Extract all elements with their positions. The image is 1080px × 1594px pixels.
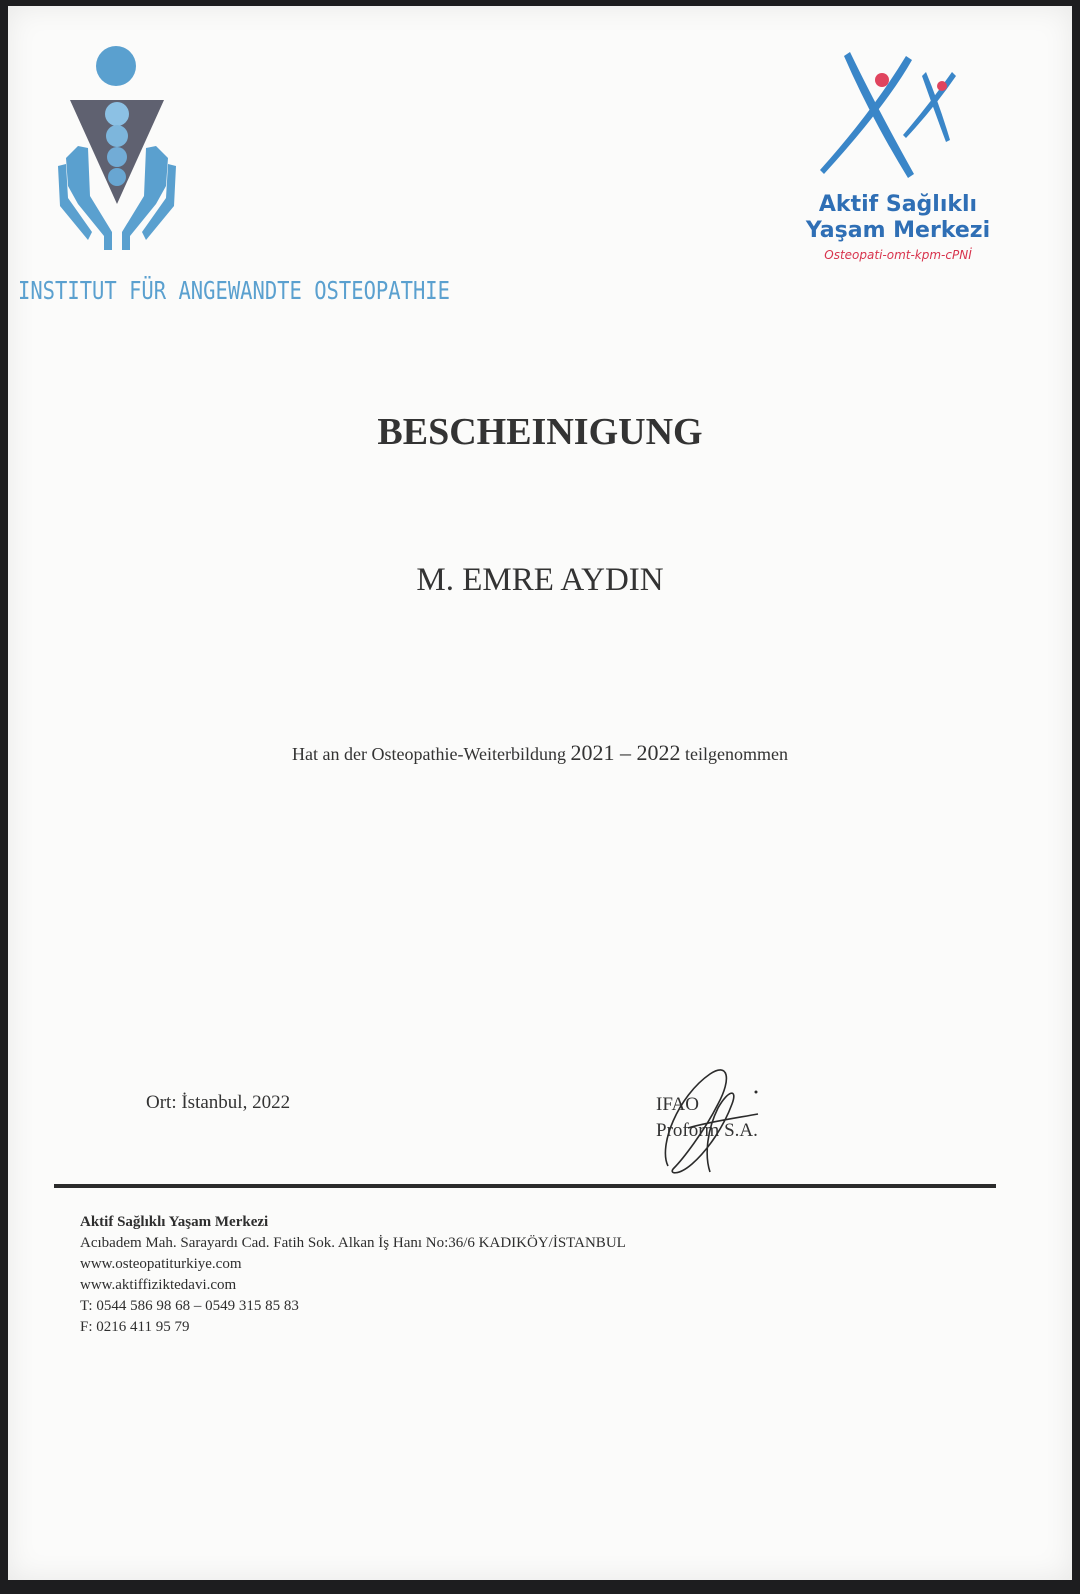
center-logo-subtitle: Osteopati-omt-kpm-cPNİ: [824, 248, 972, 262]
institute-logo-icon: [48, 36, 198, 266]
center-logo-title-line2: Yaşam Merkezi: [805, 218, 991, 243]
footer-website-1: www.osteopatiturkiye.com: [80, 1256, 242, 1272]
recipient-name: M. EMRE AYDIN: [416, 562, 664, 598]
certificate-statement: [8, 740, 1072, 766]
footer-divider: [54, 1184, 996, 1188]
footer-fax: F: 0216 411 95 79: [80, 1319, 190, 1335]
signature-icon: [648, 1056, 768, 1186]
institute-logo-text: INSTITUT FÜR ANGEWANDTE OSTEOPATHIE: [18, 276, 450, 305]
center-logo-title: [778, 192, 1018, 244]
statement-suffix: teilgenommen: [684, 744, 788, 764]
center-logo-icon: [816, 46, 976, 196]
footer-organization: Aktif Sağlıklı Yaşam Merkezi: [80, 1214, 269, 1230]
statement-prefix: Hat an der Osteopathie-Weiterbildung: [292, 744, 566, 764]
footer-contact: [80, 1212, 626, 1338]
issuer-line2: Proform S.A.: [656, 1120, 758, 1141]
certificate-page: [8, 6, 1072, 1580]
place-date: Ort: İstanbul, 2022: [146, 1092, 291, 1113]
center-logo-title-line1: Aktif Sağlıklı: [818, 192, 978, 217]
footer-phone: T: 0544 586 98 68 – 0549 315 85 83: [80, 1298, 299, 1314]
certificate-heading: BESCHEINIGUNG: [377, 411, 703, 453]
footer-address: Acıbadem Mah. Sarayardı Cad. Fatih Sok. Alkan İş Hanı No:36/6 KADIKÖY/İSTANBUL: [80, 1235, 626, 1251]
issuer-line1: IFAO: [656, 1094, 699, 1115]
statement-years: 2021 – 2022: [570, 740, 681, 765]
footer-website-2: www.aktiffiziktedavi.com: [80, 1277, 237, 1293]
